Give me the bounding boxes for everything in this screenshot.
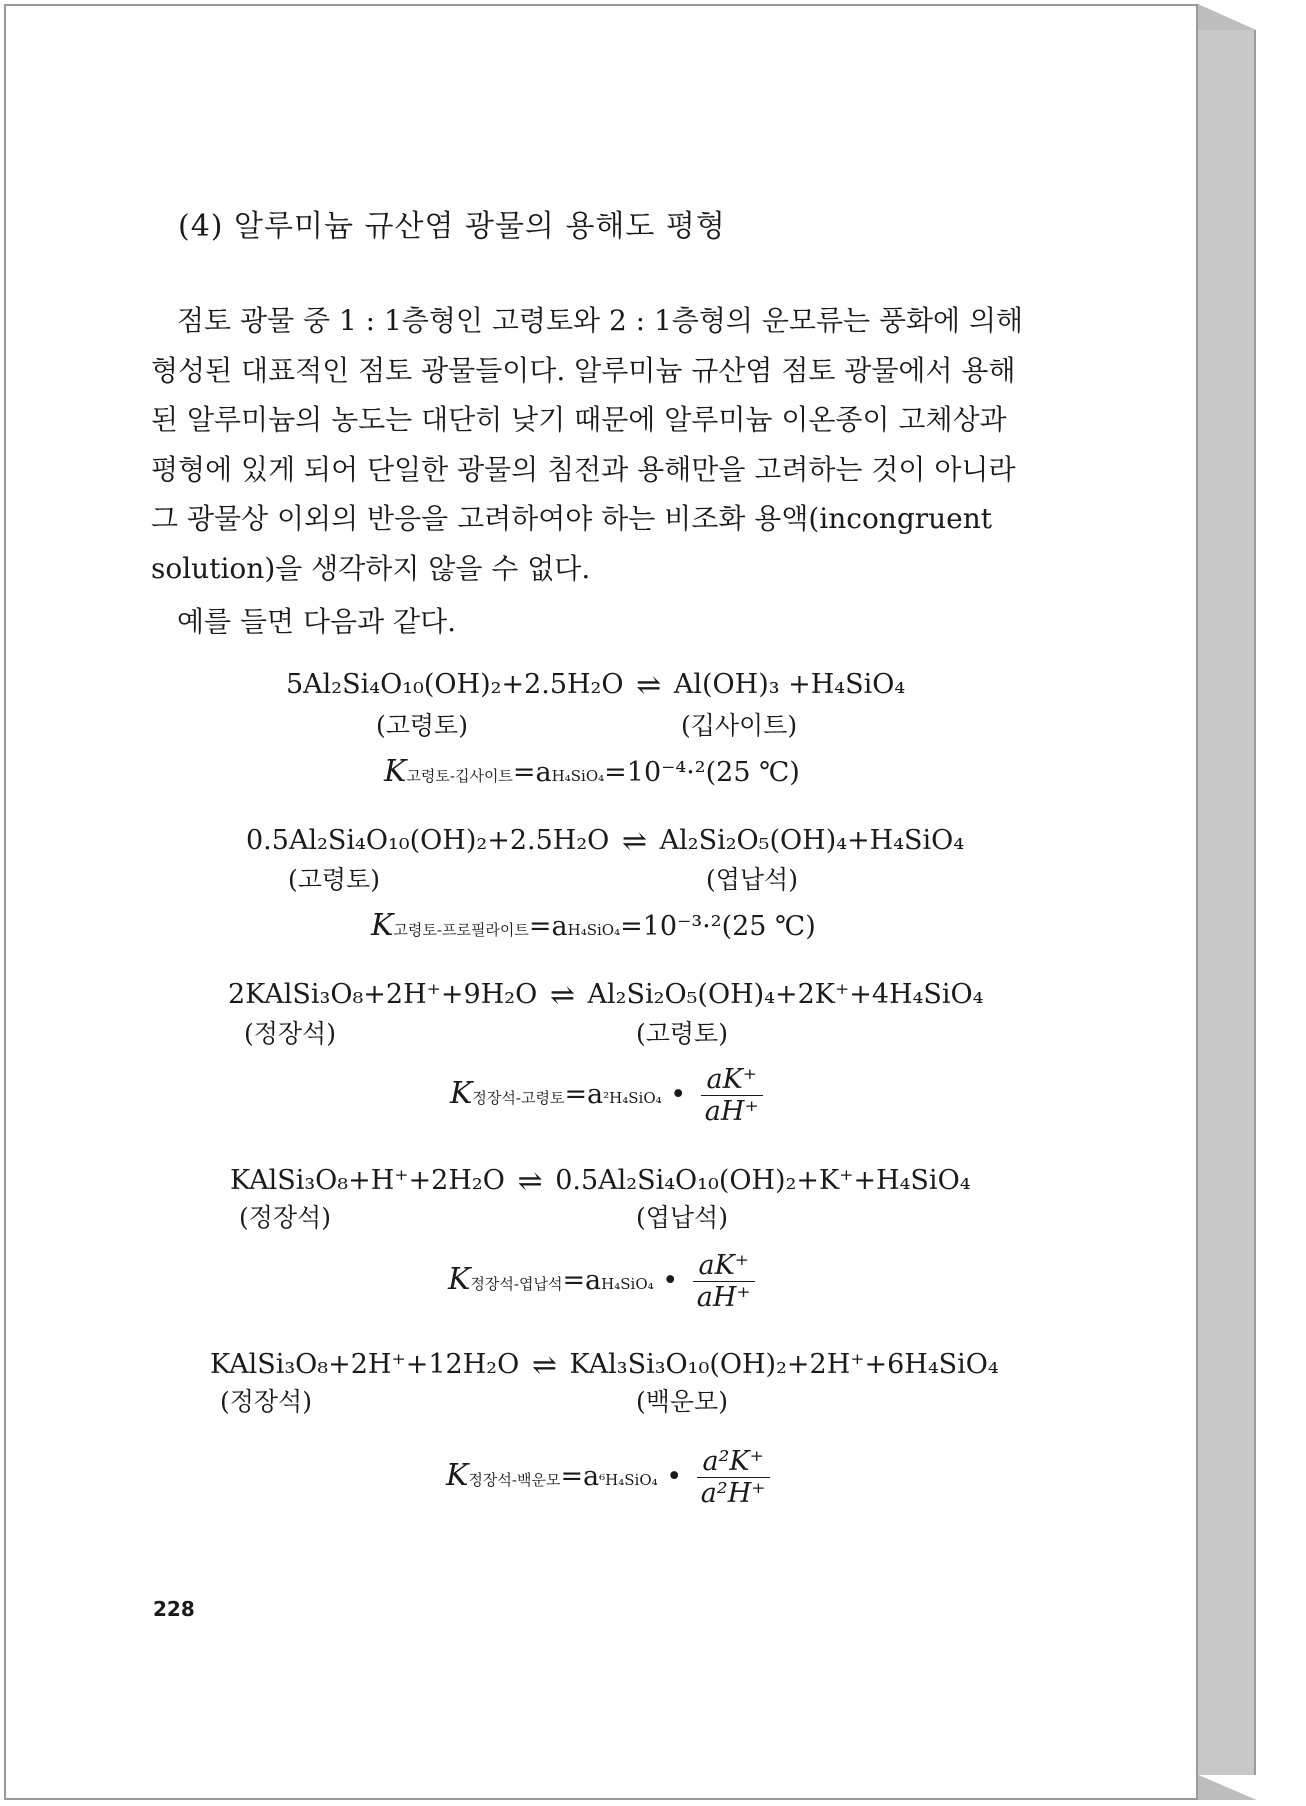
- fraction-numerator: aK⁺: [701, 1064, 763, 1096]
- paragraph-line: 된 알루미늄의 농도는 대단히 낮기 때문에 알루미늄 이온종이 고체상과: [151, 403, 1007, 436]
- fraction-numerator: aK⁺: [693, 1250, 755, 1282]
- equilibrium-arrow-icon: ⇌: [549, 978, 575, 1013]
- reaction-left: KAlSi₃O₈+2H⁺+12H₂O: [210, 1349, 520, 1380]
- reaction-right: Al₂Si₂O₅(OH)₄+H₄SiO₄: [659, 825, 965, 856]
- equilibrium-arrow-icon: ⇌: [517, 1164, 543, 1199]
- reaction-right: KAl₃Si₃O₁₀(OH)₂+2H⁺+6H₄SiO₄: [569, 1349, 999, 1380]
- activity-fraction: [693, 1250, 755, 1313]
- section-heading: (4) 알루미늄 규산염 광물의 용해도 평형: [178, 209, 726, 244]
- activity-fraction: [697, 1446, 770, 1509]
- activity-subscript: H₄SiO₄: [551, 767, 605, 785]
- dot-operator: •: [662, 1265, 679, 1296]
- mineral-name: (정장석): [239, 1203, 331, 1232]
- equilibrium-arrow-icon: ⇌: [636, 668, 662, 703]
- reaction-equation: [230, 1164, 971, 1199]
- example-intro: 예를 들면 다음과 같다.: [177, 605, 457, 638]
- paragraph-line: 평형에 있게 되어 단일한 광물의 침전과 용해만을 고려하는 것이 아니라: [151, 452, 1016, 486]
- equilibrium-constant: [448, 1250, 755, 1313]
- fraction-denominator: aH⁺: [696, 1282, 751, 1313]
- k-symbol: K: [371, 908, 394, 943]
- equilibrium-constant: [384, 754, 800, 789]
- reaction-equation: [246, 824, 964, 859]
- reaction-equation: [228, 978, 983, 1013]
- k-subscript: 고령토-프로필라이트: [393, 921, 529, 939]
- k-subscript: 고령토-깁사이트: [406, 767, 513, 785]
- equilibrium-arrow-icon: ⇌: [531, 1348, 557, 1383]
- mineral-name: (깁사이트): [681, 711, 798, 740]
- book-edge-bottom: [1198, 1775, 1256, 1800]
- k-symbol: K: [448, 1262, 471, 1297]
- book-edge-top: [1198, 4, 1256, 30]
- mineral-name: (고령토): [636, 1019, 728, 1048]
- k-subscript: 정장석-엽납석: [470, 1275, 563, 1293]
- mineral-name: (고령토): [376, 711, 468, 740]
- k-symbol: K: [446, 1458, 469, 1493]
- k-rhs: =a: [564, 1079, 604, 1110]
- k-rhs: =a: [528, 911, 568, 942]
- k-rhs: =a: [560, 1461, 600, 1492]
- activity-subscript: ²H₄SiO₄: [603, 1089, 662, 1107]
- equilibrium-constant: [371, 908, 816, 943]
- mineral-name: (엽납석): [636, 1203, 728, 1232]
- k-rhs: =a: [562, 1265, 602, 1296]
- fraction-denominator: aH⁺: [704, 1096, 759, 1127]
- k-subscript: 정장석-고령토: [472, 1089, 565, 1107]
- paragraph-line: 형성된 대표적인 점토 광물들이다. 알루미늄 규산염 점토 광물에서 용해: [151, 353, 1016, 387]
- k-value: =10⁻³·²(25 ℃): [620, 911, 816, 942]
- activity-subscript: H₄SiO₄: [601, 1275, 654, 1293]
- reaction-left: 5Al₂Si₄O₁₀(OH)₂+2.5H₂O: [286, 669, 624, 700]
- page: [4, 4, 1198, 1800]
- equilibrium-arrow-icon: ⇌: [621, 824, 648, 859]
- activity-subscript: H₄SiO₄: [567, 921, 621, 939]
- reaction-left: 0.5Al₂Si₄O₁₀(OH)₂+2.5H₂O: [246, 825, 610, 856]
- dot-operator: •: [666, 1461, 683, 1492]
- k-symbol: K: [450, 1076, 473, 1111]
- mineral-name: (백운모): [636, 1387, 728, 1416]
- k-rhs: =a: [512, 757, 552, 788]
- k-value: =10⁻⁴·²(25 ℃): [604, 757, 800, 788]
- equilibrium-constant: [450, 1064, 763, 1127]
- fraction-denominator: a²H⁺: [700, 1478, 766, 1509]
- paragraph-line: 점토 광물 중 1 : 1층형인 고령토와 2 : 1층형의 운모류는 풍화에 의해: [177, 304, 1024, 337]
- reaction-equation: [210, 1348, 999, 1383]
- activity-subscript: ⁶H₄SiO₄: [599, 1471, 658, 1489]
- body-paragraph: [151, 296, 1051, 593]
- mineral-name: (정장석): [244, 1019, 336, 1048]
- reaction-right: Al₂Si₂O₅(OH)₄+2K⁺+4H₄SiO₄: [587, 979, 984, 1010]
- mineral-name: (엽납석): [706, 865, 798, 894]
- mineral-name: (고령토): [288, 865, 380, 894]
- page-number: 228: [153, 1597, 195, 1621]
- paragraph-line: solution)을 생각하지 않을 수 없다.: [151, 551, 591, 585]
- reaction-left: 2KAlSi₃O₈+2H⁺+9H₂O: [228, 979, 538, 1010]
- k-symbol: K: [384, 754, 407, 789]
- activity-fraction: [701, 1064, 763, 1127]
- reaction-right: Al(OH)₃ +H₄SiO₄: [673, 669, 906, 700]
- reaction-right: 0.5Al₂Si₄O₁₀(OH)₂+K⁺+H₄SiO₄: [555, 1165, 971, 1196]
- reaction-left: KAlSi₃O₈+H⁺+2H₂O: [230, 1165, 505, 1196]
- fraction-numerator: a²K⁺: [697, 1446, 770, 1478]
- book-edge: [1198, 30, 1256, 1775]
- mineral-name: (정장석): [220, 1387, 312, 1416]
- paragraph-line: 그 광물상 이외의 반응을 고려하여야 하는 비조화 용액(incongruent: [151, 502, 993, 535]
- k-subscript: 정장석-백운모: [468, 1471, 561, 1489]
- equilibrium-constant: [446, 1446, 770, 1509]
- reaction-equation: [286, 668, 905, 703]
- dot-operator: •: [670, 1079, 687, 1110]
